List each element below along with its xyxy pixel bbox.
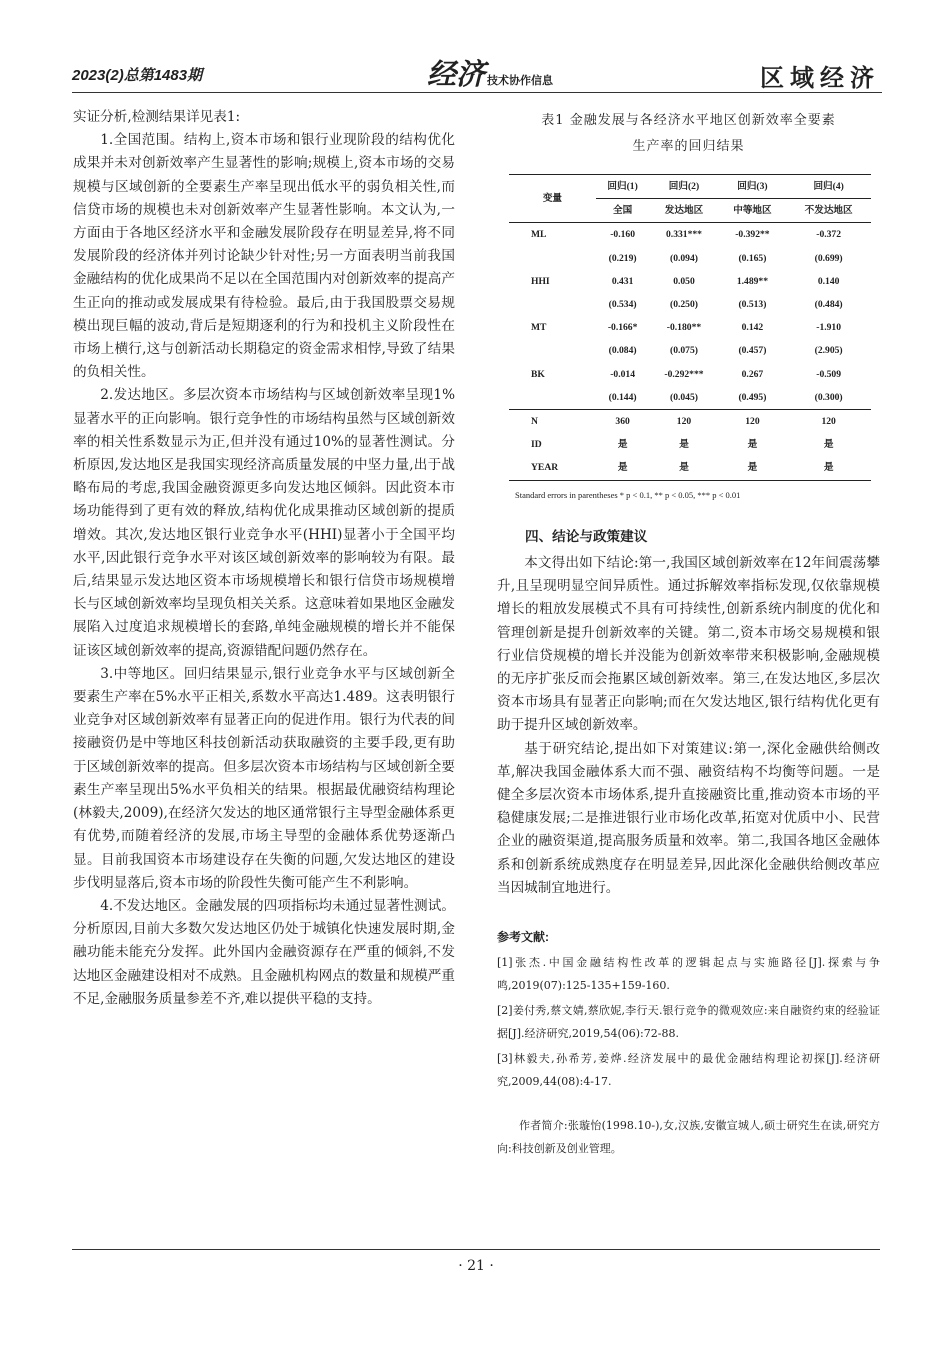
table-caption (497, 108, 880, 160)
table-region-header: 不发达地区 (786, 199, 871, 223)
table-cell: 0.331*** (666, 229, 702, 241)
table-cell: ML (531, 229, 547, 241)
table-cell: (0.144) (608, 391, 637, 403)
table-cell: (0.699) (814, 252, 843, 264)
table-group-header: 回归(2) (649, 175, 718, 199)
table-cell: HHI (531, 275, 550, 287)
paragraph: 2.发达地区。多层次资本市场结构与区域创新效率呈现1%显著水平的正向影响。银行竞争性的市场结构虽然与区域创新效率的相关性系数显示为正,但并没有通过10%的显著性测试。分析原因,发达地区是我国实现经济高质量发展的中坚力量,出于战略布局的考虑,我国金融资源更多向发达地区倾斜。因此资本市场功能得到了更有效的释放,结构优化成果推动区域创新的提质增效。其次,发达地区银行业竞争水平(HHI)显著小于全国平均水平,因此银行竞争水平对该区域创新效率的影响较为有限。最后,结果显示发达地区资本市场规模增长和银行信贷市场规模增长与区域创新效率均呈现负相关关系。这意味着如果地区金融发展陷入过度追求规模增长的套路,单纯金融规模的增长并不能保证该区域创新效率的提高,资源错配问题仍然存在。 (73, 387, 455, 659)
table-row (509, 247, 871, 270)
table-cell: 是 (679, 439, 689, 451)
table-cell: -0.166* (607, 322, 638, 334)
left-column (73, 106, 455, 1011)
table-cell: 是 (596, 456, 650, 480)
table-cell: -0.392** (735, 229, 770, 241)
table-cell: 0.431 (611, 275, 634, 287)
table-cell: 是 (617, 439, 628, 451)
table-cell: (0.250) (670, 299, 698, 311)
table-cell: (0.094) (670, 252, 698, 264)
page-number: · 21 · (458, 1258, 494, 1274)
right-column (497, 108, 880, 1160)
table-region-header: 发达地区 (649, 199, 718, 223)
table-cell: 是 (649, 456, 718, 480)
table-row (509, 223, 871, 247)
table-cell: 0.142 (741, 322, 764, 334)
table-row (509, 433, 871, 456)
reference-item: [1]张杰.中国金融结构性改革的逻辑起点与实施路径[J].探索与争鸣,2019(07):125-135+159-160. (497, 956, 880, 993)
table-row (509, 316, 871, 339)
table-cell: (0.045) (670, 391, 698, 403)
table-cell: (0.484) (814, 299, 843, 311)
table-cell: BK (531, 368, 545, 380)
table-cell: (0.219) (608, 252, 637, 264)
table-cell: 是 (747, 439, 758, 451)
table-group-header: 回归(1) (596, 175, 650, 199)
paragraph: 3.中等地区。回归结果显示,银行业竞争水平与区域创新全要素生产率在5%水平正相关,系数水平高达1.489。这表明银行业竞争对区域创新效率有显著正向的促进作用。银行为代表的间接融资仍是中等地区科技创新活动获取融资的主要手段,更有助于区域创新效率的提高。但多层次资本市场结构与区域创新全要素生产率呈现出5%水平负相关的结果。根据最优融资结构理论(林毅夫,2009),在经济欠发达的地区通常银行主导型金融体系更有优势,而随着经济的发展,市场主导型的金融体系优势逐渐凸显。目前我国资本市场建设存在失衡的问题,欠发达地区的建设步伐明显落后,资本市场的阶段性失衡可能产生不利影响。 (73, 665, 455, 891)
table-cell: -0.509 (816, 368, 842, 380)
section-heading: 四、结论与政策建议 (525, 528, 648, 544)
regression-table (509, 174, 871, 481)
table-row (509, 293, 871, 316)
table-cell: -0.180** (666, 322, 702, 334)
table-cell: (0.457) (738, 345, 767, 357)
table-row (509, 456, 871, 480)
references-heading: 参考文献: (497, 930, 549, 945)
table-cell: (0.495) (738, 391, 767, 403)
table-cell: ID (531, 439, 542, 451)
table-cell: N (509, 410, 596, 434)
table-row (509, 339, 871, 362)
table-cell: 1.489** (736, 275, 769, 287)
table-cell: 是 (823, 439, 834, 451)
page-header (72, 58, 882, 93)
table-cell: YEAR (509, 456, 596, 480)
reference-item: [2]姜付秀,蔡文婧,蔡欣妮,李行天.银行竞争的微观效应:来自融资约束的经验证据[J].经济研究,2019,54(06):72-88. (497, 1004, 880, 1041)
paragraph: 1.全国范围。结构上,资本市场和银行业现阶段的结构优化成果并未对创新效率产生显著性的影响;规模上,资本市场的交易规模与区域创新的全要素生产率呈现出低水平的弱负相关性,而信贷市场的规模也未对创新效率产生显著性影响。本文认为,一方面由于各地区经济水平和金融发展阶段存在明显差异,将不同发展阶段的经济体并列讨论缺少针对性;另一方面表明当前我国金融结构的优化成果尚不足以在全国范围内对创新效率的提高产生正向的推动或发展成果有待检验。最后,由于我国股票交易规模出现巨幅的波动,背后是短期逐利的行为和投机主义阶段性在市场上横行,这与创新活动长期稳定的资金需求相悖,导致了结果的负相关性。 (73, 132, 455, 381)
table-group-header: 回归(4) (786, 175, 871, 199)
journal-logo: 经济 (427, 57, 486, 91)
table-row (509, 410, 871, 434)
table-cell: -0.372 (816, 229, 842, 241)
paragraph: 基于研究结论,提出如下对策建议:第一,深化金融供给侧改革,解决我国金融体系大而不强、融资结构不均衡等问题。一是健全多层次资本市场体系,提升直接融资比重,推动资本市场的平稳健康发展;二是推进银行业市场化改革,拓宽对优质中小、民营企业的融资渠道,提高服务质量和效率。第二,我国各地区金融体系和创新系统成熟度存在明显差异,因此深化金融供给侧改革应当因城制宜地进行。 (497, 740, 880, 896)
table-region-header: 中等地区 (719, 199, 787, 223)
table-cell: (2.905) (814, 345, 843, 357)
table-region-header: 全国 (596, 199, 650, 223)
table-cell: (0.513) (738, 299, 767, 311)
table-cell: -1.910 (816, 322, 842, 334)
table-cell: 120 (649, 410, 718, 434)
table-group-header: 回归(3) (719, 175, 787, 199)
journal-masthead (427, 52, 553, 93)
journal-subtitle: 技术协作信息 (487, 74, 554, 87)
table-note: Standard errors in parentheses * p < 0.1, ** p < 0.05, *** p < 0.01 (515, 489, 741, 500)
table-cell: 120 (786, 410, 871, 434)
page-footer (72, 1249, 880, 1274)
table-cell: 0.140 (817, 275, 840, 287)
paragraph: 4.不发达地区。金融发展的四项指标均未通过显著性测试。分析原因,目前大多数欠发达地区仍处于城镇化快速发展时期,金融功能未能充分发挥。此外国内金融资源存在严重的倾斜,不发达地区金融建设相对不成熟。且金融机构网点的数量和规模严重不足,金融服务质量参差不齐,难以提供平稳的支持。 (73, 897, 455, 1007)
table-cell: (0.084) (608, 345, 637, 357)
table-row (509, 386, 871, 410)
table-cell: (0.534) (608, 299, 637, 311)
table-cell: 0.050 (673, 275, 695, 287)
table-cell: -0.014 (610, 368, 635, 380)
table-var-header: 变量 (509, 175, 596, 223)
reference-item: [3]林毅夫,孙希芳,姜烨.经济发展中的最优金融结构理论初探[J].经济研究,2009,44(08):4-17. (497, 1052, 880, 1089)
paragraph: 本文得出如下结论:第一,我国区域创新效率在12年间震荡攀升,且呈现明显空间异质性。通过拆解效率指标发现,仅依靠规模增长的粗放发展模式不具有可持续性,创新系统内制度的优化和管理创新是提升创新效率的关键。第二,资本市场交易规模和银行业信贷规模的增长并没能为创新效率带来积极影响,金融规模的无序扩张反而会拖累区域创新效率。第三,在发达地区,多层次资本市场具有显著正向影响;而在欠发达地区,银行结构优化更有助于提升区域创新效率。 (497, 555, 880, 734)
table-cell: -0.160 (610, 229, 635, 241)
table-cell: 360 (596, 410, 650, 434)
author-bio: 作者简介:张璇怡(1998.10-),女,汉族,安徽宣城人,硕士研究生在读,研究方向:科技创新及创业管理。 (497, 1119, 880, 1156)
paragraph: 实证分析,检测结果详见表1: (73, 109, 241, 125)
table-cell: (0.075) (670, 345, 698, 357)
table-caption-line: 生产率的回归结果 (632, 139, 745, 154)
table-cell: 是 (719, 456, 787, 480)
table-caption-line: 表1 金融发展与各经济水平地区创新效率全要素 (541, 113, 836, 128)
section-title: 区域经济 (760, 63, 880, 92)
table-row (509, 270, 871, 293)
table-row (509, 363, 871, 386)
issue-number: 2023(2)总第1483期 (72, 67, 203, 84)
table-cell: 是 (786, 456, 871, 480)
table-cell: (0.300) (814, 391, 843, 403)
table-cell: 120 (719, 410, 787, 434)
table-cell: (0.165) (738, 252, 767, 264)
table-cell: MT (531, 322, 547, 334)
table-cell: -0.292*** (664, 368, 704, 380)
table-cell: 0.267 (741, 368, 764, 380)
